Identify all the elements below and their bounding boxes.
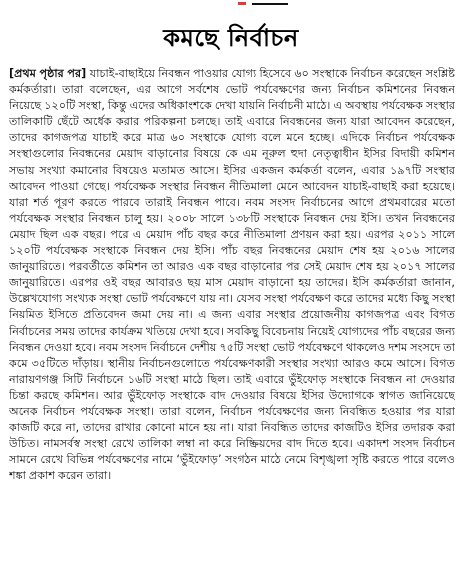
red-rule-segment xyxy=(238,2,246,5)
continuation-marker: [প্রথম পৃষ্ঠার পর] xyxy=(9,67,90,80)
headline: কমছে নির্বাচন xyxy=(163,24,299,52)
article-text: যাচাই-বাছাইয়ে নিবন্ধন পাওয়ার যোগ্য হিসেবে ৬০ সংস্থাকে নির্বাচন করেছেন সংশ্লিষ্ট কর্মকর্তারা। তারা বলেছেন, এর আগে সর্বশেষ ভোট পর্যবেক্ষণের জন্য নির্বাচন কমিশনের নিবন্ধন নিয়েছে ১২০টি সংস্থা, কিন্তু এদের অধিকাংশকে দেখা যায়নি নির্বাচনী মাঠে। এ অবস্থায় পর্যবেক্ষক সংস্থার তালিকাটি ছেঁটে অর্ধেক করার পরিকল্পনা চলছে। তাই এবারে নিবন্ধনের জন্য যারা আবেদন করেছেন, তাদের কাগজপত্র যাচাই করে মাত্র ৬০ সংস্থাকে যোগ্য বলে মনে হচ্ছে। এদিকে নির্বাচন পর্যবেক্ষক সংস্থাগুলোর নিবন্ধনের মেয়াদ বাড়ানোর বিষয়ে কে এম নূরুল হুদা নেতৃত্বাধীন ইসির বিদায়ী কমিশন সভায় সংখ্যা কমানোর বিষয়েও মতামত আসে। ইসির একজন কর্মকর্তা বলেন, এবার ১৯৭টি সংস্থার আবেদন পাওয়া গেছে। পর্যবেক্ষক সংস্থার নিবন্ধন নীতিমালা মেনে আবেদন যাচাই-বাছাই করা হয়েছে। যারা শর্ত পূরণ করতে পারবে তারাই নিবন্ধন পাবে। নবম সংসদ নির্বাচনের আগে প্রথমবারের মতো পর্যবেক্ষক সংস্থার নিবন্ধন চালু হয়। ২০০৮ সালে ১৩৮টি সংস্থাকে নিবন্ধন দেয় ইসি। তখন নিবন্ধনের মেয়াদ ছিল এক বছর। পরে এ মেয়াদ পাঁচ বছর করে নীতিমালা প্রণয়ন করা হয়। এরপর ২০১১ সালে ১২০টি পর্যবেক্ষক সংস্থাকে নিবন্ধন দেয় ইসি। পাঁচ বছর নিবন্ধনের মেয়াদ শেষ হয় ২০১৬ সালের জানুয়ারিতে। পরবর্তীতে কমিশন তা আরও এক বছর বাড়ানোর পর সেই মেয়াদ শেষ হয় ২০১৭ সালের জানুয়ারিতে। এরপর ওই বছর আবারও ছয় মাস মেয়াদ বাড়ানো হয় তাদের। ইসি কর্মকর্তারা জানান, উল্লেখযোগ্য সংখ্যক সংস্থা ভোট পর্যবেক্ষণে যায় না। যেসব সংস্থা পর্যবেক্ষণ করে তাদের মধ্যে কিছু সংস্থা নিয়মিত ইসিতে প্রতিবেদন জমা দেয় না। এ জন্য এবার সংস্থার প্রয়োজনীয় কাগজপত্র এবং বিগত নির্বাচনের সময় তাদের কার্যক্রম খতিয়ে দেখা হবে। সবকিছু বিবেচনায় নিয়েই যোগ্যদের পাঁচ বছরের জন্য নিবন্ধন দেওয়া হবে। নবম সংসদ নির্বাচনে দেশীয় ৭৫টি সংস্থা ভোট পর্যবেক্ষণে থাকলেও দশম সংসদে তা কমে ৩৫টিতে দাঁড়ায়। স্থানীয় নির্বাচনগুলোতে পর্যবেক্ষণকারী সংস্থার সংখ্যা আরও কমে আসে। বিগত নারায়ণগঞ্জ সিটি নির্বাচনে ১৬টি সংস্থা মাঠে ছিল। তাই এবারে ভুঁইফোড় সংস্থাকে নিবন্ধন না দেওয়ার চিন্তা করছে কমিশন। আর ভুঁইফোড় সংস্থাকে বাদ দেওয়ার বিষয়ে ইসির উদ্যোগকে স্বাগত জানিয়েছে অনেক নির্বাচন পর্যবেক্ষক সংস্থা। তারা বলেন, নির্বাচন পর্যবেক্ষণের জন্য নিবন্ধিত হওয়ার পর যারা কাজটি করে না, তাদের রাখার কোনো মানে হয় না। যারা নিবন্ধিত তাদের কাজটিও ইসির তদারক করা উচিত। নামসর্বস্ব সংস্থা রেখে তালিকা লম্বা না করে নিষ্ক্রিয়দের বাদ দিতে হবে। একাদশ সংসদ নির্বাচন সামনে রেখে বিভিন্ন পর্যবেক্ষণের নামে ‘ভুঁইফোড়’ সংগঠন মাঠে নেমে বিশৃঙ্খলা সৃষ্টি করতে পারে বলেও শঙ্কা প্রকাশ করেন তারা। xyxy=(9,67,455,483)
article-body xyxy=(9,66,455,560)
top-rule xyxy=(0,0,462,10)
black-rule-segment xyxy=(252,3,288,5)
